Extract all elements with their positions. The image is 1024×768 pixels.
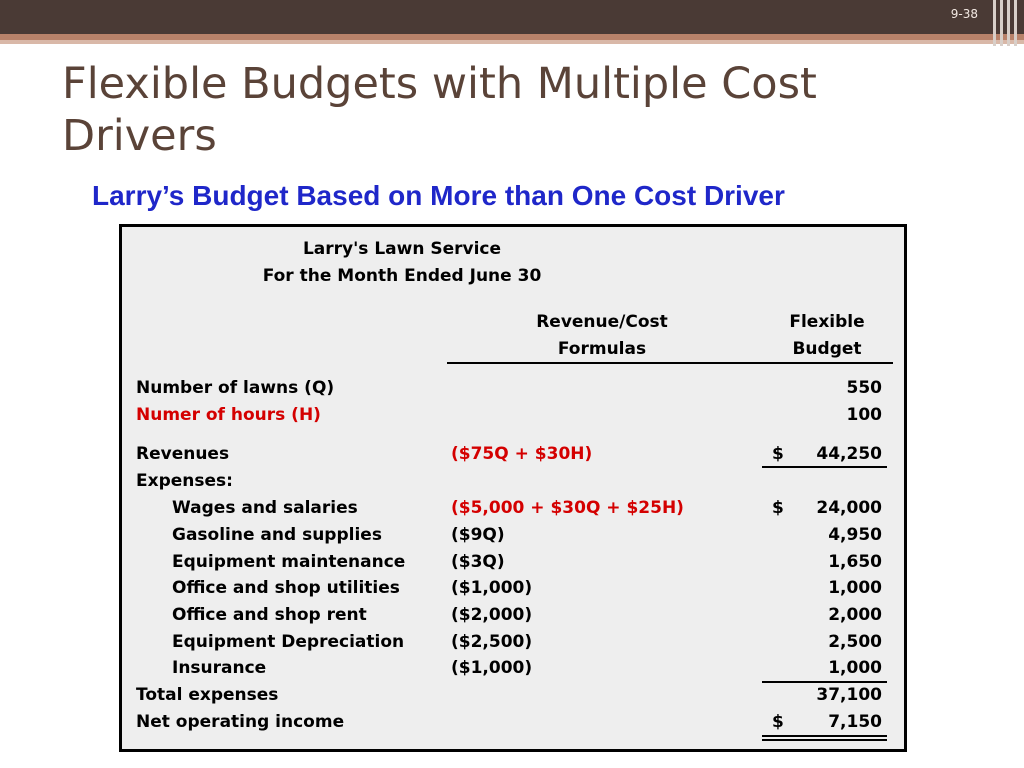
hours-label: Numer of hours (H) [136,405,321,425]
expense-formula: ($3Q) [451,552,505,572]
statement-period: For the Month Ended June 30 [262,266,542,286]
expense-formula: ($9Q) [451,525,505,545]
expense-formula: ($2,000) [451,605,533,625]
top-bar [0,0,1024,34]
expense-label: Office and shop utilities [172,578,400,598]
expense-label: Equipment Depreciation [172,632,405,652]
budget-header-line1: Flexible [789,312,865,332]
expense-label: Insurance [172,658,267,678]
hours-value: 100 [846,405,882,425]
formula-header-line1: Revenue/Cost [536,312,668,332]
budget-header-line2: Budget [792,339,862,359]
total-expenses-value: 37,100 [816,685,882,705]
expense-label: Wages and salaries [172,498,358,518]
expense-formula: ($1,000) [451,658,533,678]
expense-label: Office and shop rent [172,605,367,625]
expense-formula: ($5,000 + $30Q + $25H) [451,498,684,518]
expense-value: 2,500 [828,632,882,652]
header-underline [447,362,893,364]
flexible-budget-statement [119,224,907,752]
decorative-line [1014,0,1017,46]
slide-subtitle: Larry’s Budget Based on More than One Cost Driver [92,180,785,211]
expense-formula: ($1,000) [451,578,533,598]
net-operating-income-label: Net operating income [136,712,345,732]
double-underline-top [762,735,887,737]
expense-value: 4,950 [828,525,882,545]
net-operating-income-value: 7,150 [828,712,882,732]
revenues-formula: ($75Q + $30H) [451,444,593,464]
revenues-label: Revenues [136,444,230,464]
slide-title: Flexible Budgets with Multiple Cost Drivers [62,59,817,161]
expenses-subtotal-line [762,681,887,683]
slide-number: 9-38 [950,7,978,21]
double-underline-bottom [762,739,887,741]
revenues-underline [762,466,887,468]
expense-value: 1,000 [828,658,882,678]
total-expenses-label: Total expenses [136,685,279,705]
expense-value: 1,650 [828,552,882,572]
revenues-dollar-sign: $ [772,444,784,464]
expenses-heading: Expenses: [136,471,233,491]
company-name: Larry's Lawn Service [302,239,502,259]
expense-dollar-sign: $ [772,498,784,518]
revenues-value: 44,250 [816,444,882,464]
expense-value: 2,000 [828,605,882,625]
top-bar-stripe-light [0,40,1024,44]
expense-label: Equipment maintenance [172,552,406,572]
expense-label: Gasoline and supplies [172,525,382,545]
expense-value: 1,000 [828,578,882,598]
decorative-line [1007,0,1010,46]
formula-header-line2: Formulas [557,339,647,359]
expense-formula: ($2,500) [451,632,533,652]
noi-dollar-sign: $ [772,712,784,732]
decorative-line [1000,0,1003,46]
expense-value: 24,000 [816,498,882,518]
decorative-line [993,0,996,46]
lawns-label: Number of lawns (Q) [136,378,335,398]
lawns-value: 550 [846,378,882,398]
